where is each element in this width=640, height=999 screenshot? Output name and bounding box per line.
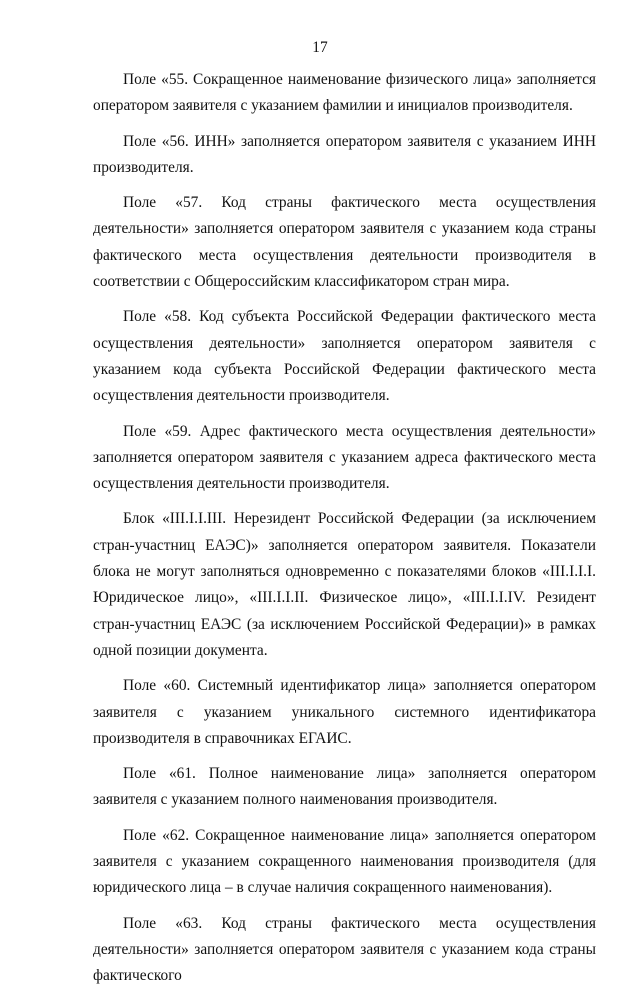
paragraph-field-60: Поле «60. Системный идентификатор лица» заполняется оператором заявителя с указанием уникального системного идентификатора производителя в справочниках ЕГАИС. — [93, 677, 596, 747]
paragraph-block-nonresident: Блок «III.I.I.III. Нерезидент Российской Федерации (за исключением стран-участниц ЕАЭС)» заполняется оператором заявителя. Показатели блока не могут заполняться одновременно с показателями блоков «III.I.I.I. Юридическое лицо», «III.I.I.II. Физическое лицо», «III.I.I.IV. Резидент стран-участниц ЕАЭС (за исключением Российской Федерации)» в рамках одной позиции документа. — [93, 510, 596, 659]
paragraph-field-57: Поле «57. Код страны фактического места осуществления деятельности» заполняется оператором заявителя с указанием кода страны фактического места осуществления деятельности производителя в соответствии с Общероссийским классификатором стран мира. — [93, 194, 596, 291]
paragraph-field-58: Поле «58. Код субъекта Российской Федерации фактического места осуществления деятельности» заполняется оператором заявителя с указанием кода субъекта Российской Федерации фактического места осуществления деятельности производителя. — [93, 308, 596, 405]
paragraph-field-61: Поле «61. Полное наименование лица» заполняется оператором заявителя с указанием полного наименования производителя. — [93, 765, 596, 809]
page-number: 17 — [312, 39, 328, 56]
paragraph-field-63: Поле «63. Код страны фактического места осуществления деятельности» заполняется оператором заявителя с указанием кода страны фактического — [93, 914, 596, 985]
paragraph-field-59: Поле «59. Адрес фактического места осуществления деятельности» заполняется оператором заявителя с указанием адреса фактического места осуществления деятельности производителя. — [93, 422, 596, 493]
paragraph-field-55: Поле «55. Сокращенное наименование физического лица» заполняется оператором заявителя с указанием фамилии и инициалов производителя. — [93, 71, 596, 115]
paragraph-field-62: Поле «62. Сокращенное наименование лица» заполняется оператором заявителя с указанием сокращенного наименования производителя (для юридического лица – в случае наличия сокращенного наименования). — [93, 826, 596, 897]
paragraph-field-56: Поле «56. ИНН» заполняется оператором заявителя с указанием ИНН производителя. — [93, 132, 596, 176]
document-body — [93, 67, 596, 999]
